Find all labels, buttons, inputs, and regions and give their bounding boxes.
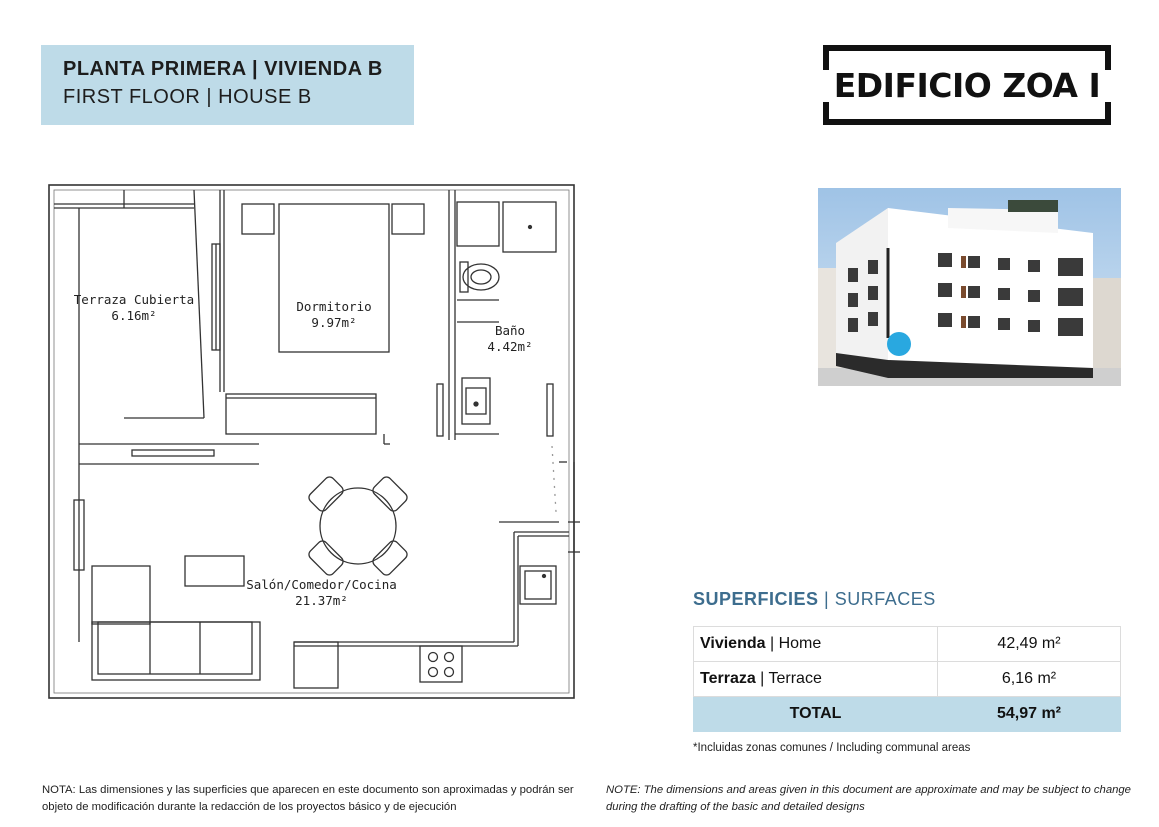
label-separator: | [755, 670, 769, 687]
title-spanish: PLANTA PRIMERA | VIVIENDA B [63, 58, 383, 80]
surfaces-title-separator: | [818, 589, 835, 609]
footnote: *Incluidas zonas comunes / Including communal areas [693, 742, 971, 754]
building-image [818, 188, 1121, 386]
location-marker-icon [887, 332, 911, 356]
row-value: 42,49 m² [938, 627, 1121, 662]
label-separator: | [765, 635, 779, 652]
note-spanish: NOTA: Las dimensiones y las superficies que aparecen en este documento son aproximadas y podrán ser objeto de modificación durante la redacción de los proyectos básico y de ejecución [42, 784, 574, 813]
surfaces-title [693, 589, 936, 610]
table-row [694, 627, 1121, 662]
room-name: Baño [494, 323, 526, 338]
room-label-bedroom [279, 299, 389, 331]
total-value: 54,97 m² [938, 697, 1121, 732]
room-name: Salón/Comedor/Cocina [246, 577, 397, 592]
table-row [694, 662, 1121, 697]
room-label-bathroom [480, 323, 540, 355]
surfaces-title-es: SUPERFICIES [693, 589, 819, 609]
row-value: 6,16 m² [938, 662, 1121, 697]
surfaces-title-en: SURFACES [834, 589, 936, 609]
surfaces-table [693, 626, 1121, 732]
row-label [694, 627, 938, 662]
label-en: Terrace [768, 670, 822, 687]
note-english: NOTE: The dimensions and areas given in this document are approximate and may be subject to change during the drafting of the basic and detailed designs [606, 784, 1131, 813]
logo [822, 44, 1112, 126]
total-row [694, 697, 1121, 732]
room-name: Dormitorio [296, 299, 372, 314]
room-label-living [239, 577, 404, 609]
room-area: 6.16m² [111, 308, 157, 323]
room-area: 9.97m² [311, 315, 357, 330]
room-label-terrace [54, 292, 214, 324]
room-area: 4.42m² [487, 339, 533, 354]
room-area: 21.37m² [295, 593, 348, 608]
floor-plan [44, 182, 584, 707]
label-es: Vivienda [700, 635, 766, 652]
logo-text: EDIFICIO ZOA I [833, 66, 1101, 105]
label-en: Home [778, 635, 822, 652]
room-name: Terraza Cubierta [73, 292, 195, 307]
title-english: FIRST FLOOR | HOUSE B [63, 86, 312, 108]
label-es: Terraza [700, 670, 756, 687]
floor-plan-drawing [44, 182, 584, 707]
building-photo [818, 188, 1121, 386]
title-box [41, 45, 414, 125]
total-label: TOTAL [694, 697, 938, 732]
row-label [694, 662, 938, 697]
